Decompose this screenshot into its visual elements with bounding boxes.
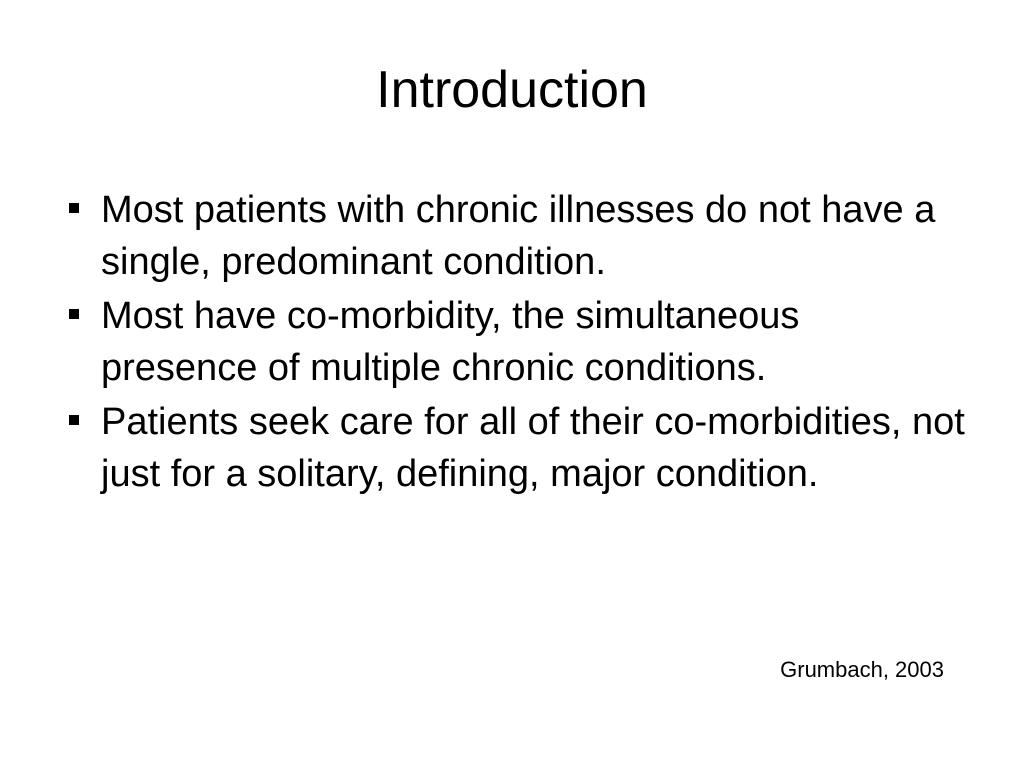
citation: Grumbach, 2003 [780, 657, 944, 682]
square-bullet-icon [69, 203, 79, 213]
square-bullet-icon [69, 309, 79, 319]
bullet-item [66, 184, 966, 288]
bullet-text: Most have co-morbidity, the simultaneous presence of multiple chronic conditions. [101, 295, 800, 389]
bullet-text: Patients seek care for all of their co-morbidities, not just for a solitary, defining, major condition. [101, 401, 965, 495]
slide-title: Introduction [376, 61, 648, 119]
bullet-list [66, 184, 966, 502]
square-bullet-icon [69, 415, 79, 425]
bullet-text: Most patients with chronic illnesses do not have a single, predominant condition. [101, 189, 936, 283]
bullet-item [66, 396, 966, 500]
bullet-item [66, 290, 966, 394]
